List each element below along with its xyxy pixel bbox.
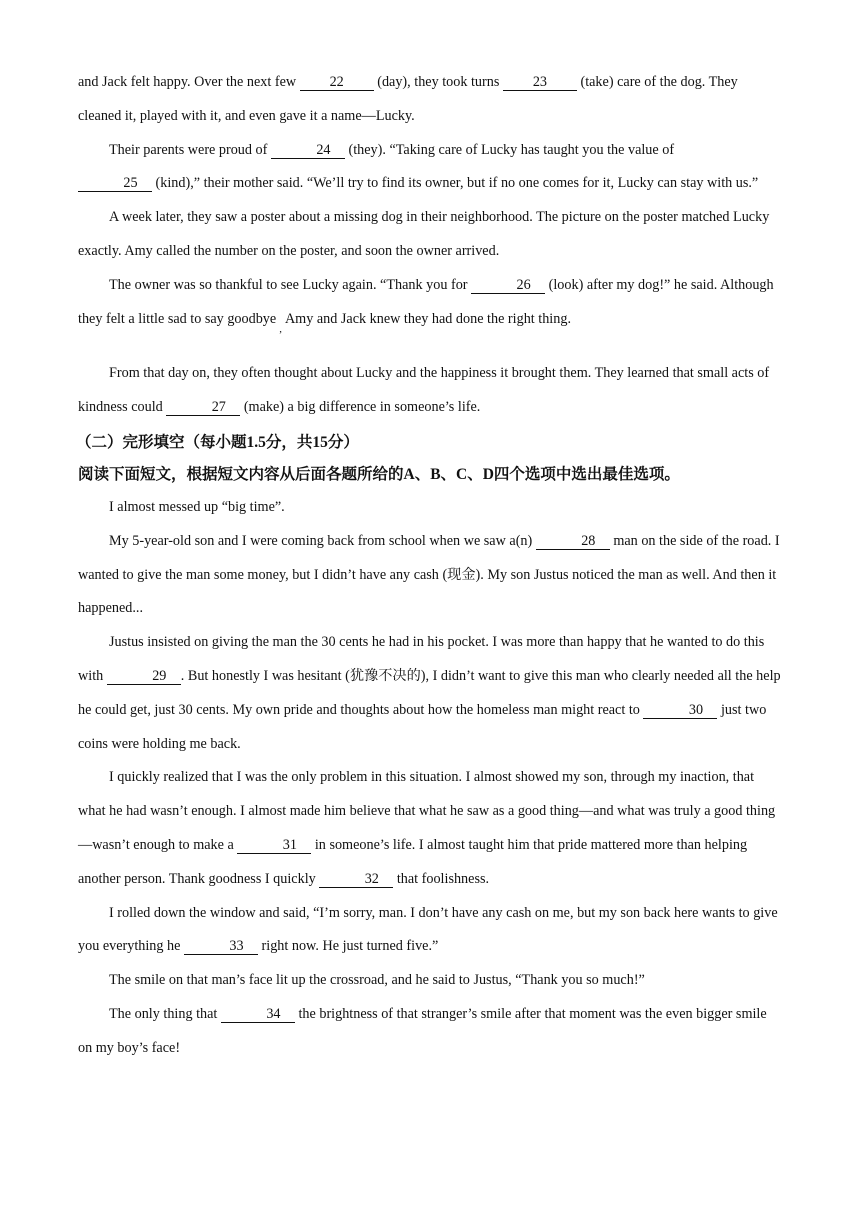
paragraph-text: I rolled down the window and said, “I’m sorry, man. I don’t have any cash on me, but my son back here wants to give you everything he xyxy=(78,904,778,955)
paragraph xyxy=(78,525,784,626)
paragraph xyxy=(78,491,784,525)
paragraph-text: The smile on that man’s face lit up the crossroad, and he said to Justus, “Thank you so much!” xyxy=(109,972,645,989)
paragraph-text: the brightness of that stranger’s smile after that moment was the even bigger smile on my boy’s face! xyxy=(78,1005,767,1056)
cloze-passage xyxy=(78,491,784,1066)
paragraph-text: man on the side of the road. I wanted to give the man some money, but I didn’t have any cash (现金). My son Justus noticed the man as well. And then it happened... xyxy=(78,532,780,617)
paragraph-text: (take) care of the dog. They cleaned it, played with it, and even gave it a name—Lucky. xyxy=(78,74,738,124)
paragraph xyxy=(78,269,784,347)
section-instruction: 阅读下面短文，根据短文内容从后面各题所给的A、B、C、D四个选项中选出最佳选项。 xyxy=(78,465,680,483)
answer-blank: 33 xyxy=(184,938,258,955)
paragraph-text: (look) after my dog!” he said. Although they felt a little sad to say goodbye xyxy=(78,276,774,327)
grammar-fill-passage xyxy=(78,66,784,425)
paragraph-text: Justus insisted on giving the man the 30 cents he had in his pocket. I was more than happy that he wanted to do this with xyxy=(78,634,765,684)
answer-blank: 24 xyxy=(271,142,345,159)
paragraph-text: right now. He just turned five.” xyxy=(257,938,439,955)
paragraph xyxy=(78,897,784,965)
answer-blank: 26 xyxy=(471,277,545,294)
paragraph-text: (make) a big difference in someone’s life. xyxy=(240,399,481,416)
answer-blank: 25 xyxy=(78,175,152,192)
paragraph xyxy=(78,998,784,1066)
paragraph xyxy=(78,626,784,761)
answer-blank: 28 xyxy=(536,533,610,550)
paragraph-text: From that day on, they often thought about Lucky and the happiness it brought them. They learned that small acts of kindness could xyxy=(78,365,770,416)
paragraph-text: Their parents were proud of xyxy=(109,141,271,158)
answer-blank: 31 xyxy=(237,837,311,854)
punctuation: , xyxy=(279,322,282,335)
paragraph-text: My 5-year-old son and I were coming back from school when we saw a(n) xyxy=(109,532,536,549)
paragraph-text: A week later, they saw a poster about a missing dog in their neighborhood. The picture on the poster matched Lucky exactly. Amy called the number on the poster, and soon the owner arrived. xyxy=(78,209,770,259)
paragraph-text: The owner was so thankful to see Lucky again. “Thank you for xyxy=(109,276,472,293)
paragraph-text: and Jack felt happy. Over the next few xyxy=(78,74,300,90)
paragraph-text: (they). “Taking care of Lucky has taught you the value of xyxy=(344,141,675,158)
paragraph-text: (kind),” their mother said. “We’ll try to find its owner, but if no one comes for it, Lucky can stay with us.” xyxy=(152,175,759,192)
answer-blank: 32 xyxy=(319,871,393,888)
answer-blank: 23 xyxy=(503,74,577,91)
answer-blank: 22 xyxy=(300,74,374,91)
paragraph-text: I quickly realized that I was the only problem in this situation. I almost showed my son, through my inaction, that what he had wasn’t enough. I almost made him believe that what he saw as a good thing—and what was truly a good thing—wasn’t enough to make a xyxy=(78,769,776,853)
paragraph xyxy=(78,66,784,134)
paragraph-text: (day), they took turns xyxy=(373,74,503,90)
answer-blank: 30 xyxy=(643,702,717,719)
answer-blank: 29 xyxy=(107,668,181,685)
paragraph xyxy=(78,964,784,998)
paragraph-text: just two coins were holding me back. xyxy=(78,701,767,752)
paragraph-text: in someone’s life. I almost taught him that pride mattered more than helping another person. Thank goodness I quickly xyxy=(78,836,748,887)
paragraph-text: Amy and Jack knew they had done the right thing. xyxy=(284,310,571,327)
paragraph xyxy=(78,134,784,202)
paragraph xyxy=(78,201,784,269)
section-title: （二）完形填空（每小题1.5分，共15分） xyxy=(76,433,359,451)
paragraph xyxy=(78,357,784,425)
answer-blank: 34 xyxy=(221,1006,295,1023)
paragraph xyxy=(78,761,784,896)
answer-blank: 27 xyxy=(166,399,240,416)
paragraph-text: . But honestly I was hesitant (犹豫不决的), I didn’t want to give this man who clearly needed all the help he could get, just 30 cents. My own pride and thoughts about how the homeless man might react to xyxy=(78,667,781,718)
paragraph-text: that foolishness. xyxy=(393,870,490,887)
paragraph-text: I almost messed up “big time”. xyxy=(109,498,285,515)
paragraph-text: The only thing that xyxy=(109,1005,221,1022)
document-page xyxy=(78,66,784,1066)
